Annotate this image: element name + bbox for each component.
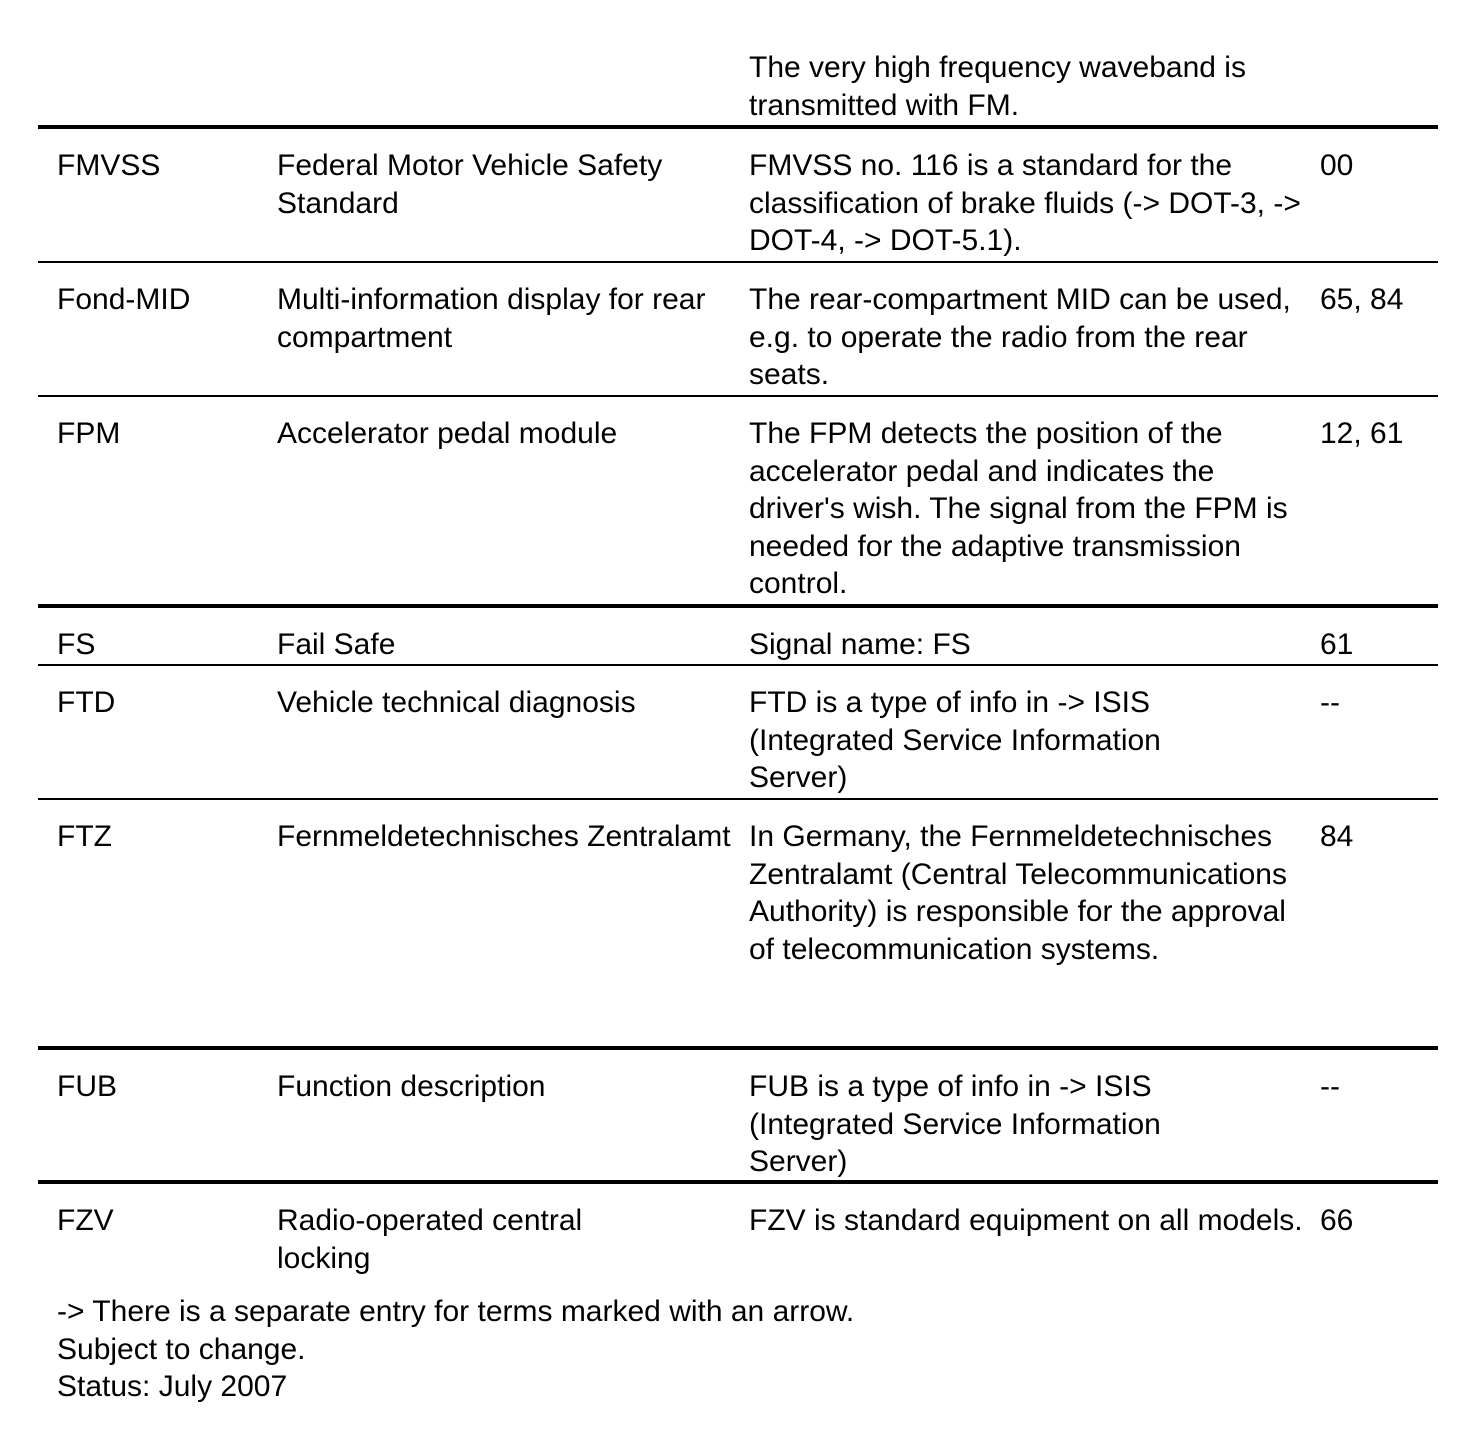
term: Radio-operated central locking — [277, 1204, 583, 1275]
table-row — [38, 798, 1438, 1046]
reference: -- — [1320, 686, 1340, 719]
reference: 84 — [1320, 820, 1354, 853]
abbreviation: FUB — [57, 1070, 117, 1103]
description: FZV is standard equipment on all models. — [749, 1204, 1303, 1237]
term: Federal Motor Vehicle Safety Standard — [277, 149, 663, 220]
abbreviation: FPM — [57, 417, 121, 450]
reference: 12, 61 — [1320, 417, 1404, 450]
abbreviation: Fond-MID — [57, 283, 191, 316]
description: Signal name: FS — [749, 628, 971, 661]
abbreviation: FS — [57, 628, 96, 661]
term: Fernmeldetechnisches Zentralamt — [277, 820, 731, 853]
continuation-description: The very high frequency waveband is transmitted with FM. — [749, 51, 1246, 122]
abbreviation: FTD — [57, 686, 116, 719]
table-row — [38, 664, 1438, 798]
table-row — [38, 1046, 1438, 1180]
abbreviation: FZV — [57, 1204, 114, 1237]
table-row — [38, 261, 1438, 395]
reference: 00 — [1320, 149, 1354, 182]
change-note: Subject to change. — [57, 1332, 306, 1366]
abbreviation: FMVSS — [57, 149, 161, 182]
reference: 65, 84 — [1320, 283, 1404, 316]
description: The rear-compartment MID can be used, e.g. to operate the radio from the rear seats. — [749, 283, 1291, 391]
term: Multi-information display for rear compartment — [277, 283, 706, 354]
term: Vehicle technical diagnosis — [277, 686, 636, 719]
term: Function description — [277, 1070, 546, 1103]
footer-notes — [57, 1293, 1357, 1406]
term: Fail Safe — [277, 628, 396, 661]
abbreviation: FTZ — [57, 820, 112, 853]
description: In Germany, the Fernmeldetechnisches Zentralamt (Central Telecommunications Authority) is responsible for the approval of telecommunication systems. — [749, 820, 1287, 966]
reference: -- — [1320, 1070, 1340, 1103]
reference: 66 — [1320, 1204, 1354, 1237]
description: FTD is a type of info in -> ISIS (Integrated Service Information Server) — [749, 686, 1161, 794]
table-row — [38, 604, 1438, 664]
description: FMVSS no. 116 is a standard for the classification of brake fluids (-> DOT-3, -> DOT-4, -> DOT-5.1). — [749, 149, 1301, 257]
status-note: Status: July 2007 — [57, 1370, 288, 1403]
table-row — [38, 1180, 1438, 1280]
arrow-note: -> There is a separate entry for terms marked with an arrow. — [57, 1295, 855, 1328]
table-row — [38, 125, 1438, 261]
term: Accelerator pedal module — [277, 417, 618, 450]
description: FUB is a type of info in -> ISIS (Integrated Service Information Server) — [749, 1070, 1161, 1178]
glossary-table — [38, 0, 1438, 1280]
description: The FPM detects the position of the accelerator pedal and indicates the driver's wish. The signal from the FPM is needed for the adaptive transmission control. — [749, 417, 1288, 600]
table-row — [38, 395, 1438, 604]
continuation-row — [38, 0, 1438, 125]
reference: 61 — [1320, 628, 1354, 661]
